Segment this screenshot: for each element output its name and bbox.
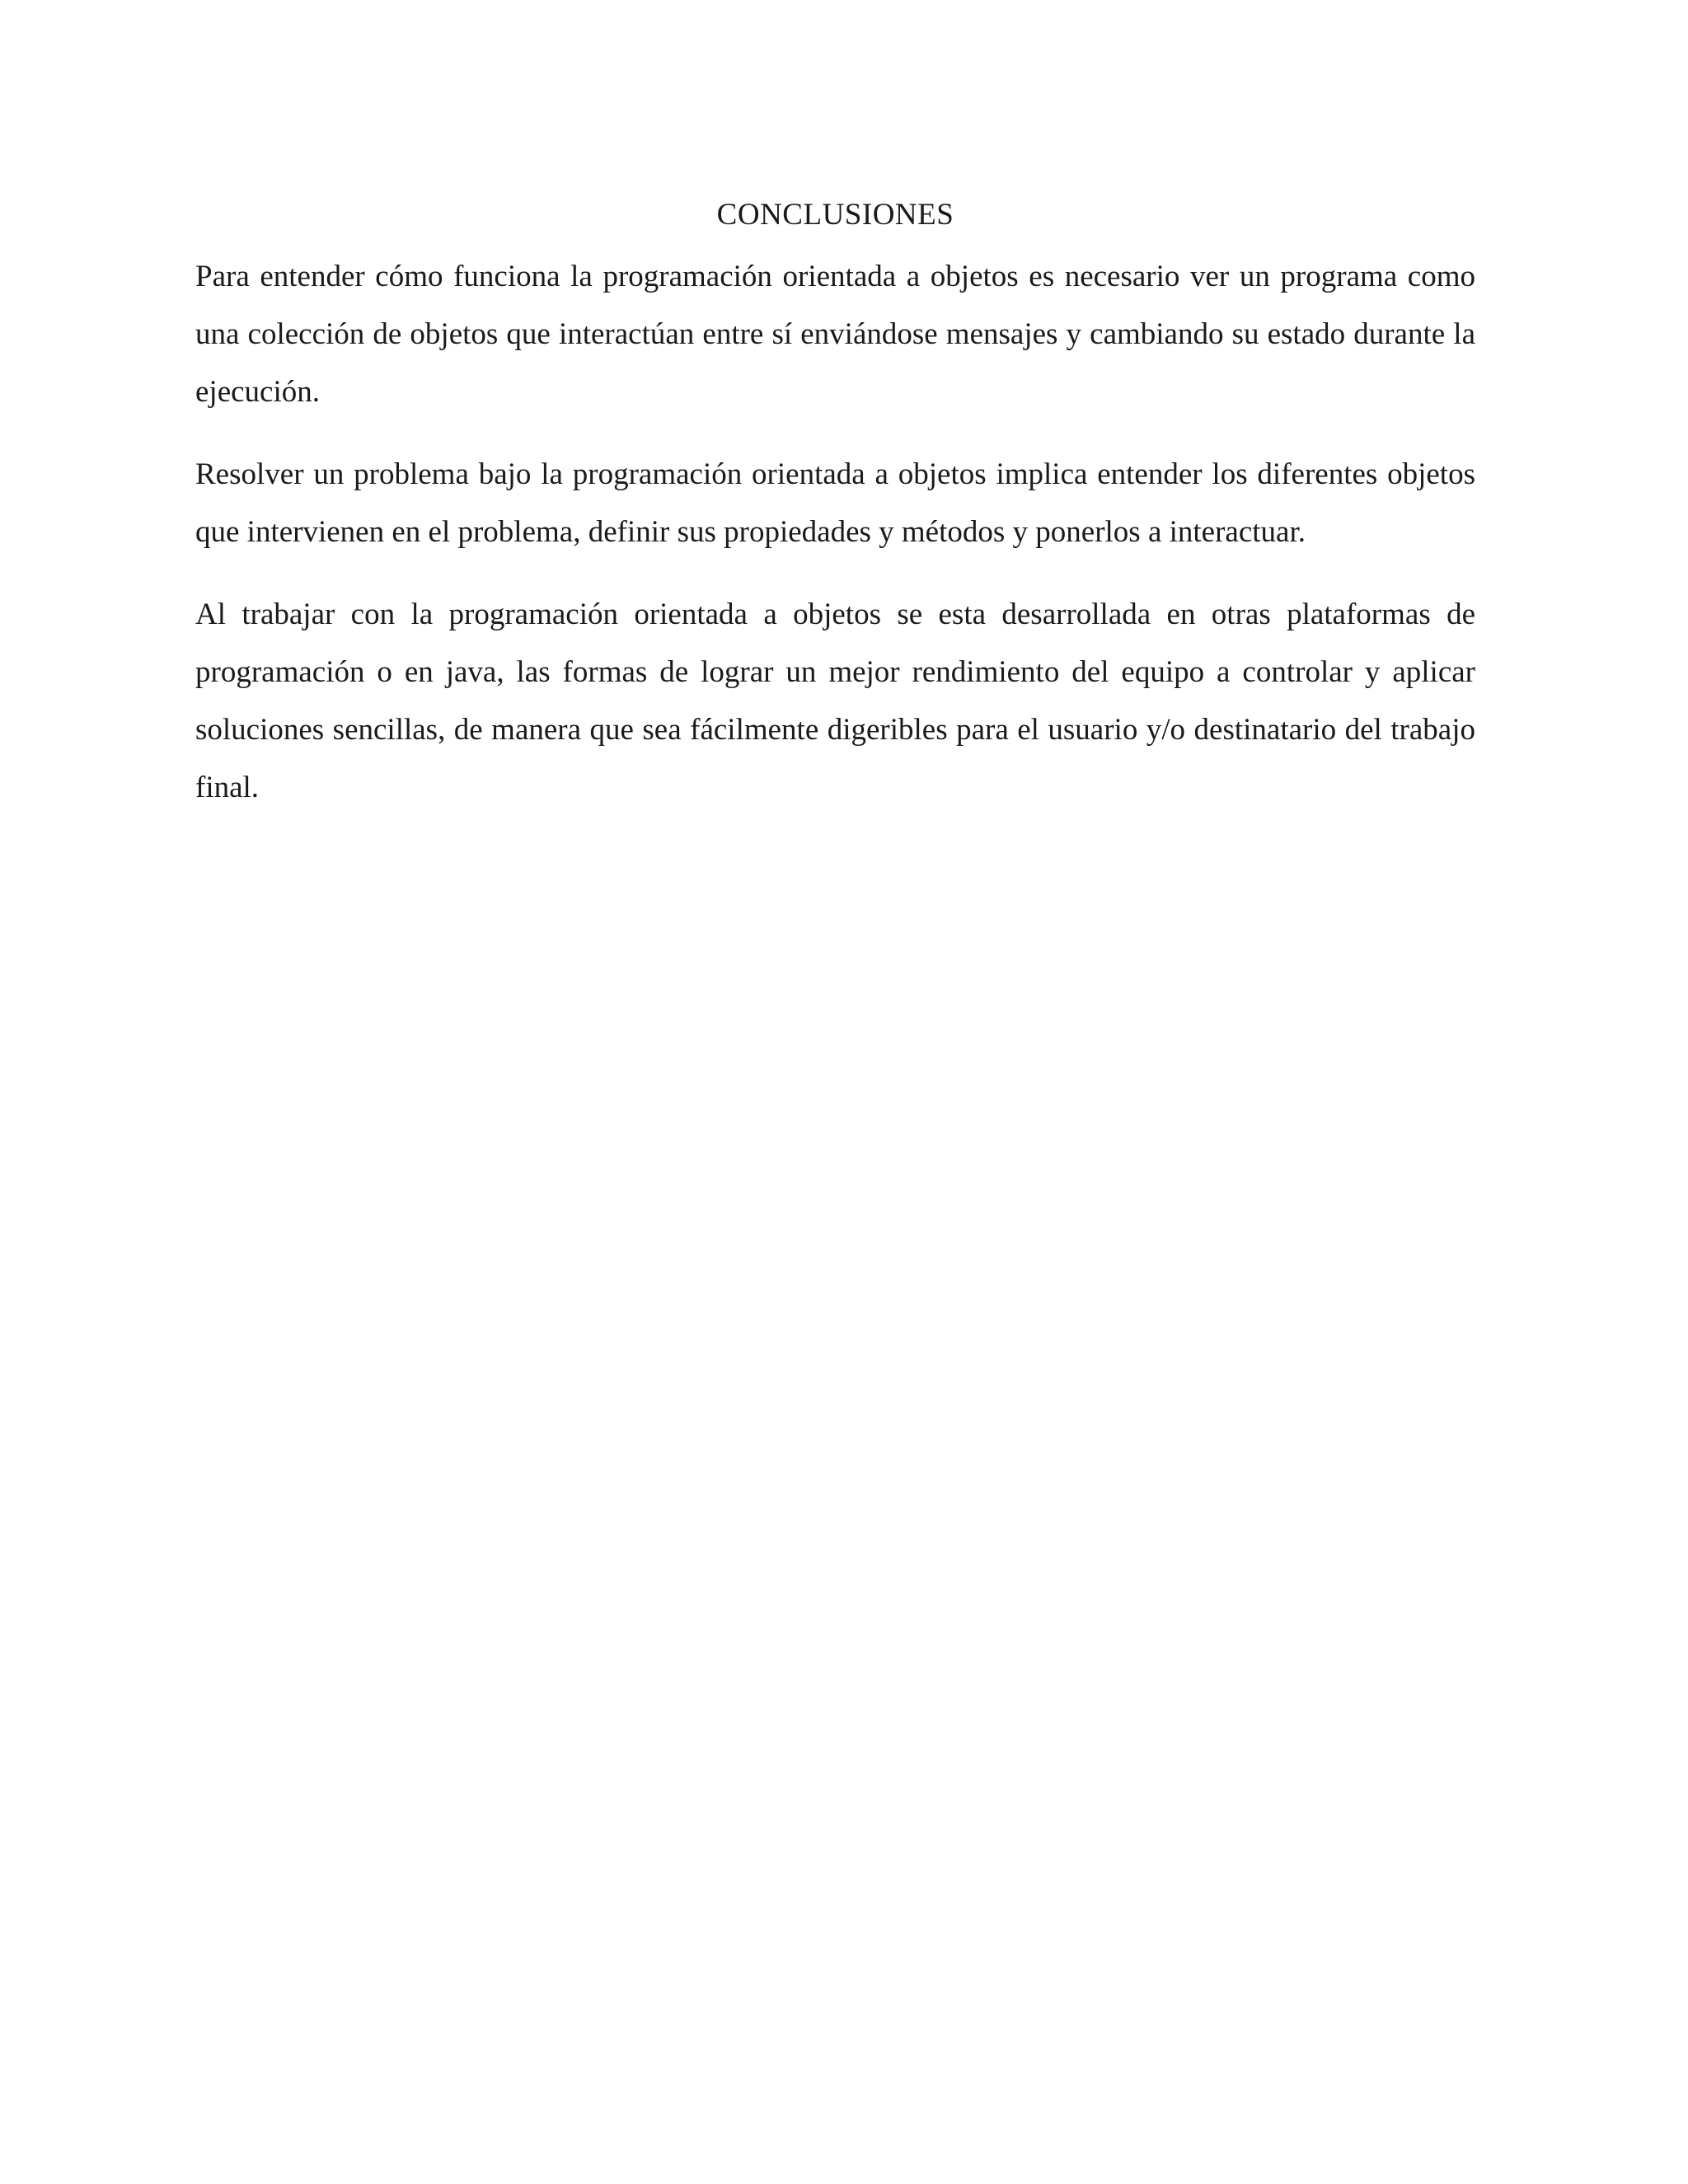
paragraph-3: Al trabajar con la programación orientada a objetos se esta desarrollada en otras plataformas de programación o en java, las formas de lograr un mejor rendimiento del equipo a controlar y aplicar soluciones sencillas, de manera que sea fácilmente digeribles para el usuario y/o destinatario del trabajo final. xyxy=(195,598,1475,804)
document-body xyxy=(195,187,1475,841)
paragraph-2: Resolver un problema bajo la programación orientada a objetos implica entender los diferentes objetos que intervienen en el problema, definir sus propiedades y métodos y ponerlos a interactuar. xyxy=(195,457,1475,549)
page-title: CONCLUSIONES xyxy=(716,198,954,232)
paragraph-1: Para entender cómo funciona la programación orientada a objetos es necesario ver un programa como una colección de objetos que interactúan entre sí enviándose mensajes y cambiando su estado durante la ejecución. xyxy=(195,260,1475,409)
